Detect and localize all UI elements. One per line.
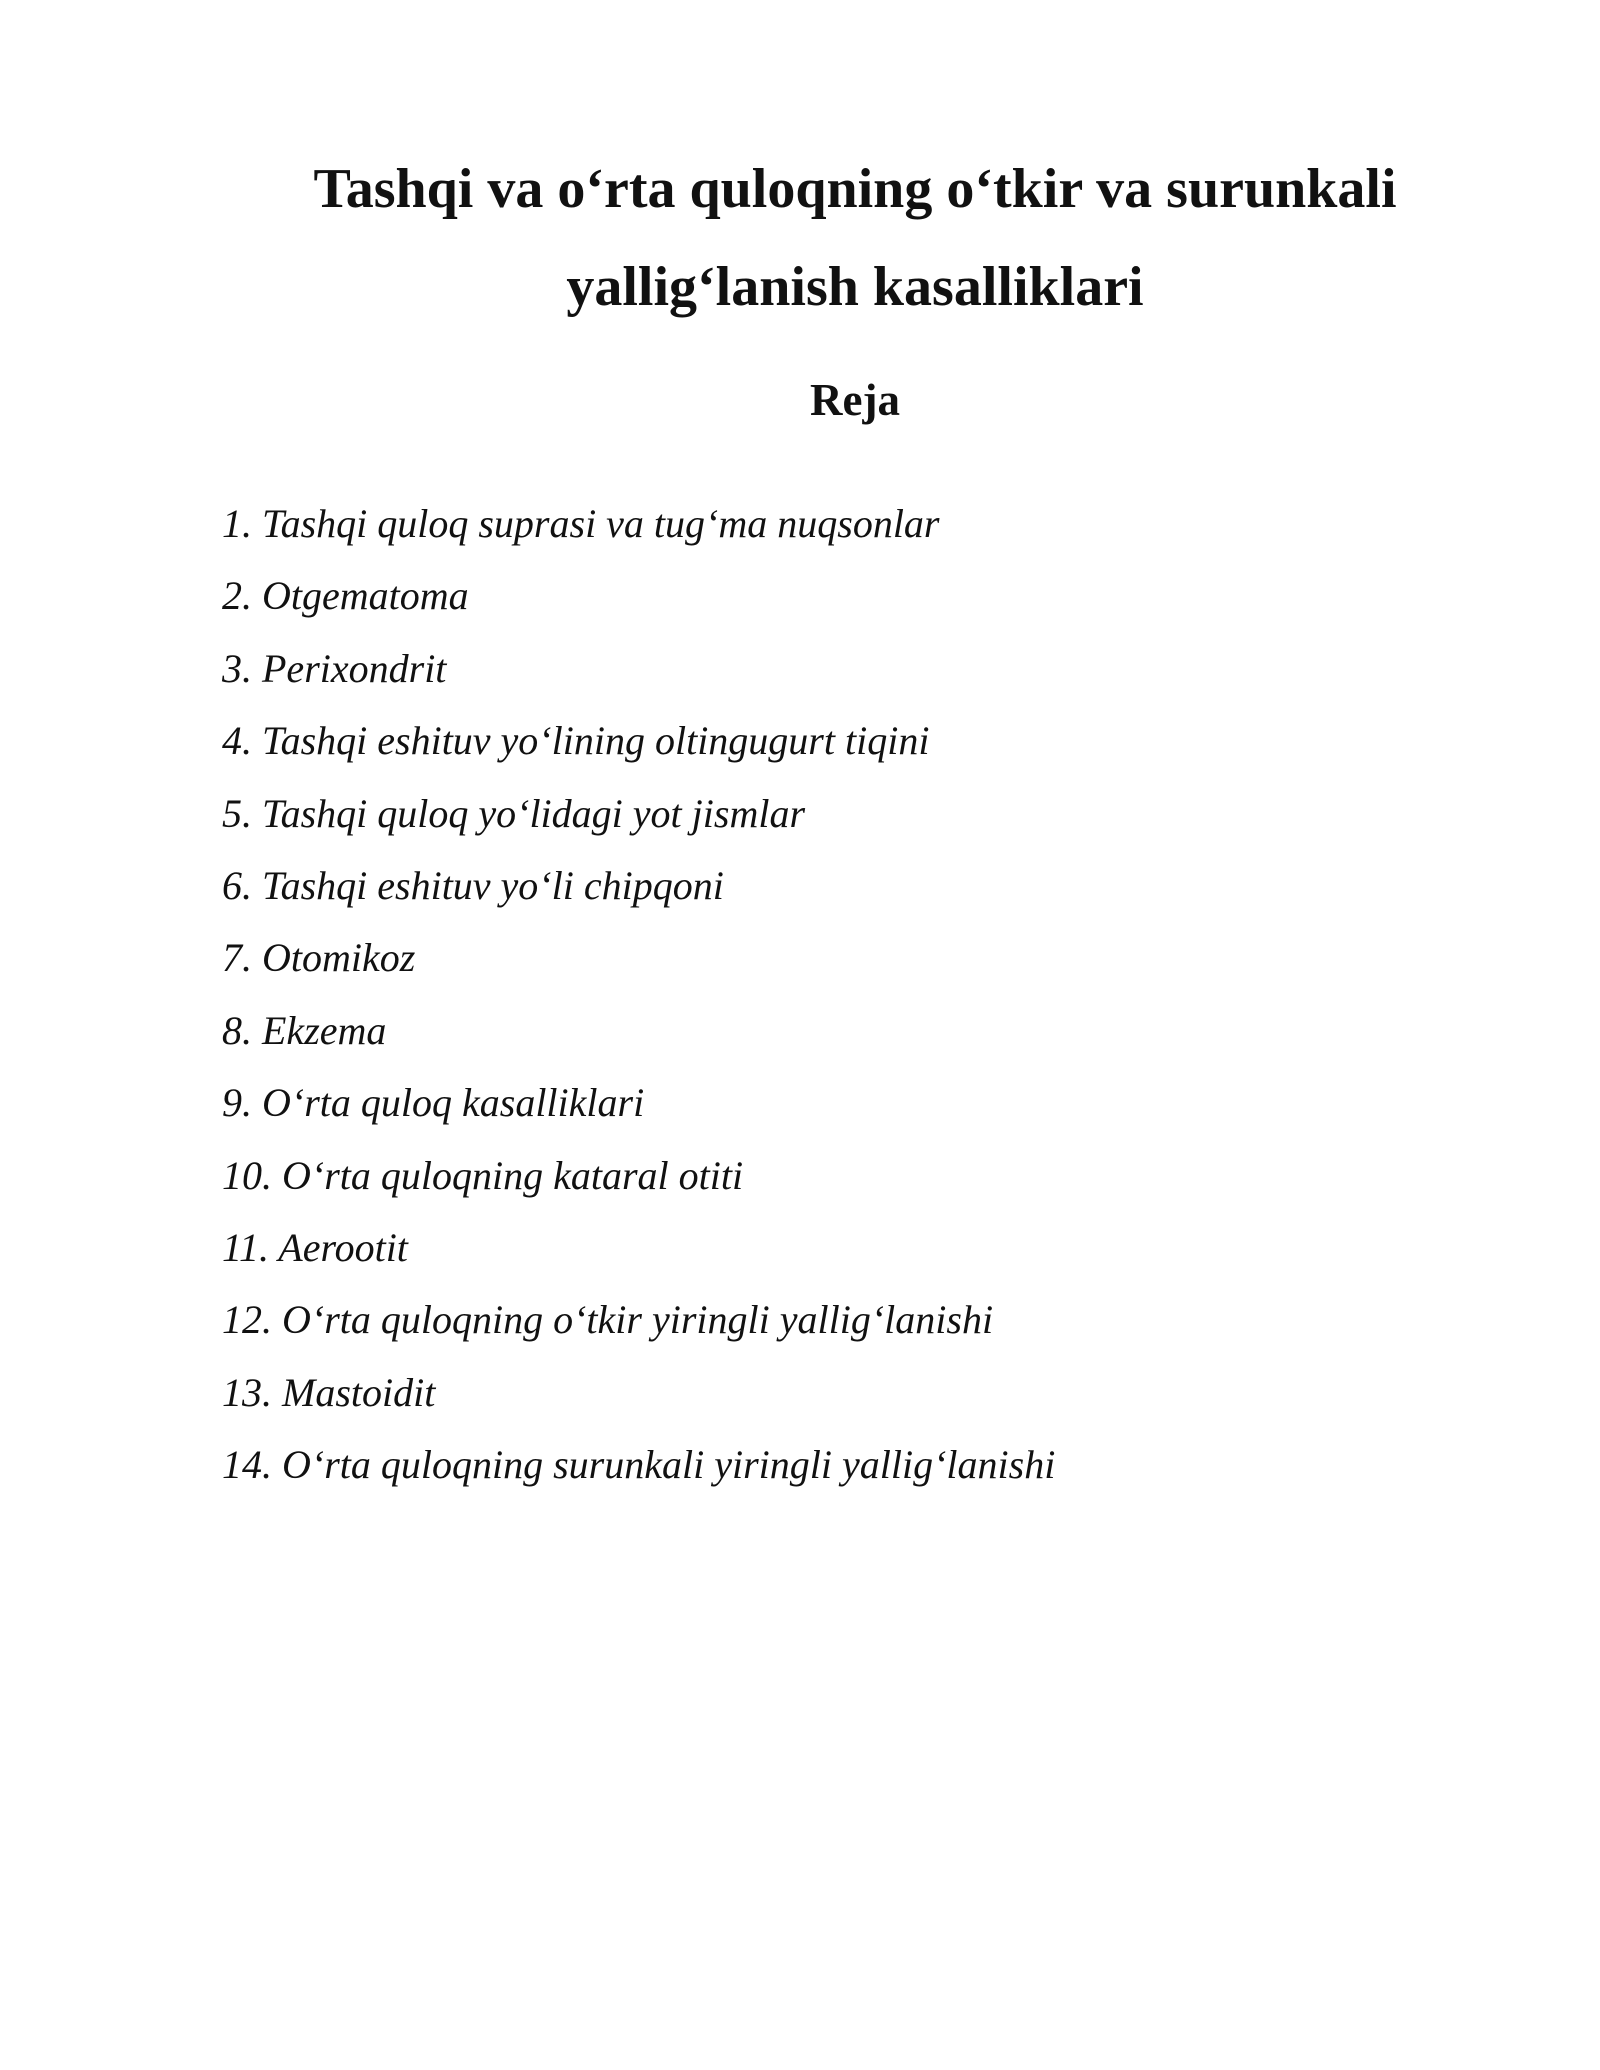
plan-item-11: 11. Aerootit	[222, 1225, 408, 1271]
plan-heading: Reja	[810, 375, 900, 425]
plan-item-3: 3. Perixondrit	[222, 645, 447, 691]
plan-item-8: 8. Ekzema	[222, 1007, 387, 1053]
plan-item-6: 6. Tashqi eshituv yo‘li chipqoni	[222, 863, 724, 909]
plan-item-1: 1. Tashqi quloq suprasi va tug‘ma nuqsonlar	[222, 501, 940, 546]
plan-item-12: 12. O‘rta quloqning o‘tkir yiringli yallig‘lanishi	[222, 1297, 994, 1343]
plan-item-13: 13. Mastoidit	[222, 1369, 436, 1415]
plan-item-4: 4. Tashqi eshituv yo‘lining oltingugurt tiqini	[222, 718, 930, 764]
plan-list	[222, 488, 1055, 1502]
plan-item-9: 9. O‘rta quloq kasalliklari	[222, 1080, 645, 1126]
plan-item-7: 7. Otomikoz	[222, 935, 416, 981]
document-title-line-1: Tashqi va o‘rta quloqning o‘tkir va surunkali	[313, 158, 1397, 220]
document-title-line-2: yallig‘lanish kasalliklari	[566, 256, 1144, 318]
document-title	[250, 140, 1460, 336]
plan-item-5: 5. Tashqi quloq yo‘lidagi yot jismlar	[222, 790, 806, 836]
plan-item-2: 2. Otgematoma	[222, 573, 469, 619]
plan-item-14: 14. O‘rta quloqning surunkali yiringli yallig‘lanishi	[222, 1442, 1056, 1488]
plan-item-10: 10. O‘rta quloqning kataral otiti	[222, 1152, 744, 1198]
